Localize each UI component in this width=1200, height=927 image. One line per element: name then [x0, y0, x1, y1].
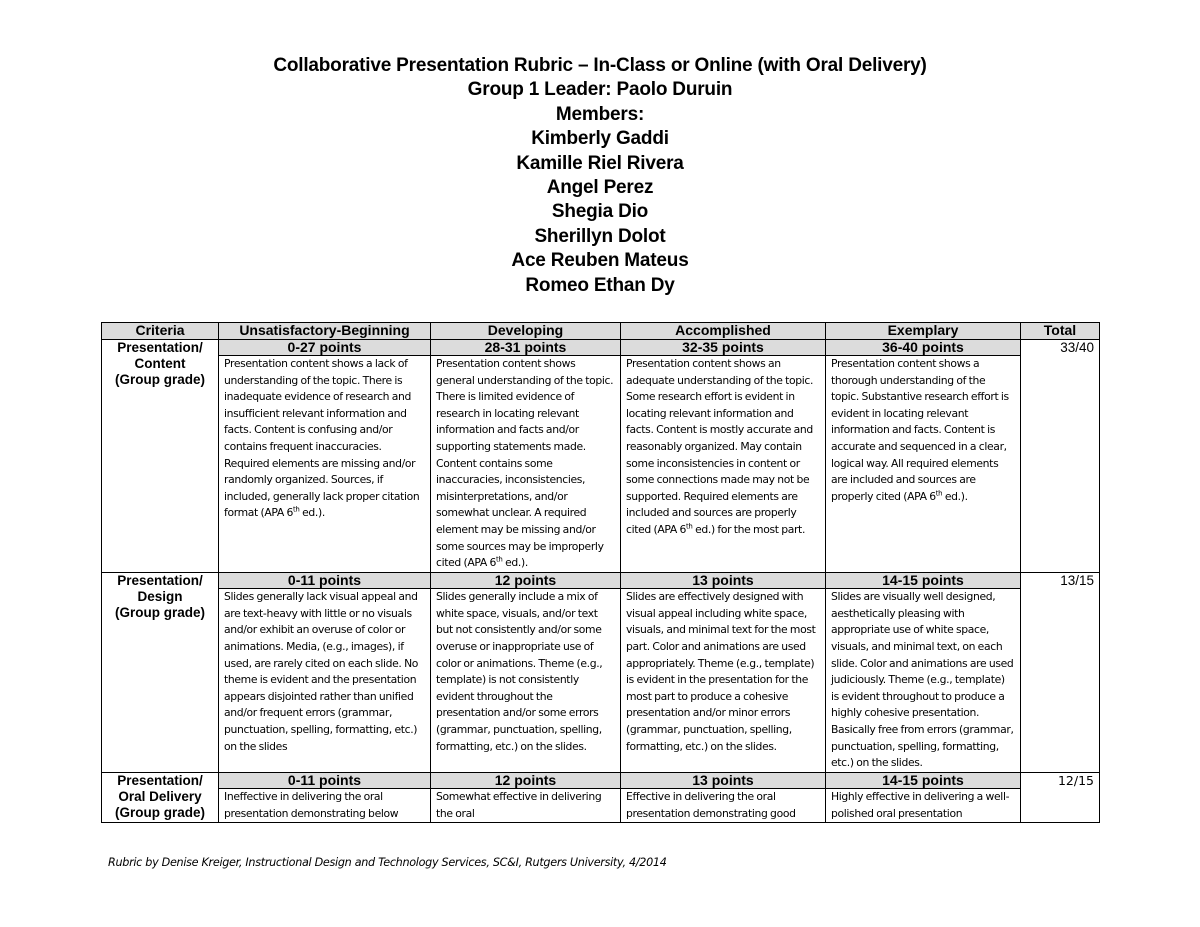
table-row-descriptions: [102, 789, 1100, 823]
points-range: 32-35 points: [621, 339, 826, 356]
criteria-label: Content: [134, 355, 186, 371]
description-cell: Presentation content shows a thorough understanding of the topic. Substantive research effort is evident in locating relevant information and facts. Content is accurate and sequenced in a clear, logical way. All required elements are included and sources are properly cited (APA 6th ed.).: [826, 356, 1021, 573]
description-cell: Slides are effectively designed with visual appeal including white space, visuals, and minimal text for the most part. Color and animations are used appropriately. Theme (e.g., template) is evident in the presentation for the most part to produce a cohesive presentation and/or minor errors (grammar, punctuation, spelling, formatting, etc.) on the slides.: [621, 589, 826, 773]
table-row-points: [102, 339, 1100, 356]
criteria-label: Presentation/: [117, 339, 203, 355]
points-range: 36-40 points: [826, 339, 1021, 356]
total-score: 12/15: [1021, 772, 1100, 823]
description-cell: Presentation content shows an adequate understanding of the topic. Some research effort is evident in locating relevant information and facts. Content is mostly accurate and reasonably organized. May contain some inconsistencies in content or some connections made may not be supported. Required elements are included and sources are properly cited (APA 6th ed.) for the most part.: [621, 356, 826, 573]
criteria-label: Design: [137, 588, 183, 604]
rubric-table: [101, 322, 1100, 823]
criteria-label: (Group grade): [115, 804, 205, 820]
column-header-accomplished: Accomplished: [621, 323, 826, 340]
column-header-developing: Developing: [431, 323, 621, 340]
description-cell: Slides generally include a mix of white space, visuals, and/or text but not consistently and/or some overuse or inappropriate use of color or animations. Theme (e.g., template) is not consistently evident throughout the presentation and/or some errors (grammar, punctuation, spelling, formatting, etc.) on the slides.: [431, 589, 621, 773]
points-range: 0-11 points: [219, 572, 431, 589]
description-cell: Presentation content shows a lack of understanding of the topic. There is inadequate evidence of research and insufficient relevant information and facts. Content is confusing and/or contains frequent inaccuracies. Required elements are missing and/or randomly organized. Sources, if included, generally lack proper citation format (APA 6th ed.).: [219, 356, 431, 573]
column-header-exemplary: Exemplary: [826, 323, 1021, 340]
description-cell: Slides are visually well designed, aesthetically pleasing with appropriate use of white space, visuals, and minimal text, on each slide. Color and animations are used judiciously. Theme (e.g., template) is evident throughout to produce a highly cohesive presentation. Basically free from errors (grammar, punctuation, spelling, formatting, etc.) on the slides.: [826, 589, 1021, 773]
members-label: Members:: [555, 103, 645, 125]
total-score: 13/15: [1021, 572, 1100, 772]
points-range: 0-27 points: [219, 339, 431, 356]
points-range: 0-11 points: [219, 772, 431, 789]
member-name: Sherillyn Dolot: [534, 225, 666, 247]
table-row-points: [102, 572, 1100, 589]
document-title: Collaborative Presentation Rubric – In-Class or Online (with Oral Delivery): [273, 55, 927, 76]
points-range: 14-15 points: [826, 772, 1021, 789]
member-name: Angel Perez: [546, 177, 654, 199]
points-range: 12 points: [431, 772, 621, 789]
description-cell: Somewhat effective in delivering the oral: [431, 789, 621, 823]
description-cell: Effective in delivering the oral presentation demonstrating good: [621, 789, 826, 823]
points-range: 28-31 points: [431, 339, 621, 356]
group-leader: Group 1 Leader: Paolo Duruin: [467, 79, 733, 101]
description-cell: Presentation content shows general understanding of the topic. There is limited evidence of research in locating relevant information and facts and/or supporting statements made. Content contains some inaccuracies, inconsistencies, misinterpretations, and/or somewhat unclear. A required element may be missing and/or some sources may be improperly cited (APA 6th ed.).: [431, 356, 621, 573]
column-header-unsatisfactory: Unsatisfactory-Beginning: [219, 323, 431, 340]
description-cell: Ineffective in delivering the oral presentation demonstrating below: [219, 789, 431, 823]
table-row-descriptions: [102, 589, 1100, 773]
table-row-points: [102, 772, 1100, 789]
member-name: Ace Reuben Mateus: [511, 250, 689, 272]
criteria-label: Oral Delivery: [118, 788, 202, 804]
member-name: Shegia Dio: [551, 201, 649, 223]
document-header: [0, 54, 1200, 298]
column-header-total: Total: [1021, 323, 1100, 340]
member-name: Kimberly Gaddi: [531, 128, 669, 150]
column-header-criteria: Criteria: [102, 323, 219, 340]
total-score: 33/40: [1021, 339, 1100, 572]
member-name: Romeo Ethan Dy: [525, 274, 675, 296]
points-range: 13 points: [621, 572, 826, 589]
table-row-descriptions: [102, 356, 1100, 573]
points-range: 13 points: [621, 772, 826, 789]
criteria-label: (Group grade): [115, 604, 205, 620]
rubric-credit: Rubric by Denise Kreiger, Instructional Design and Technology Services, SC&I, Rutgers University, 4/2014: [108, 856, 667, 869]
points-range: 12 points: [431, 572, 621, 589]
criteria-cell: [102, 772, 219, 823]
criteria-cell: [102, 572, 219, 772]
member-name: Kamille Riel Rivera: [516, 152, 684, 174]
criteria-label: (Group grade): [115, 371, 205, 387]
description-cell: Highly effective in delivering a well-polished oral presentation: [826, 789, 1021, 823]
criteria-label: Presentation/: [117, 772, 203, 788]
table-header-row: [102, 323, 1100, 340]
points-range: 14-15 points: [826, 572, 1021, 589]
criteria-label: Presentation/: [117, 572, 203, 588]
criteria-cell: [102, 339, 219, 572]
description-cell: Slides generally lack visual appeal and are text-heavy with little or no visuals and/or exhibit an overuse of color or animations. Media, (e.g., images), if used, are rarely cited on each slide. No theme is evident and the presentation appears disjointed rather than unified and/or frequent errors (grammar, punctuation, spelling, formatting, etc.) on the slides: [219, 589, 431, 773]
